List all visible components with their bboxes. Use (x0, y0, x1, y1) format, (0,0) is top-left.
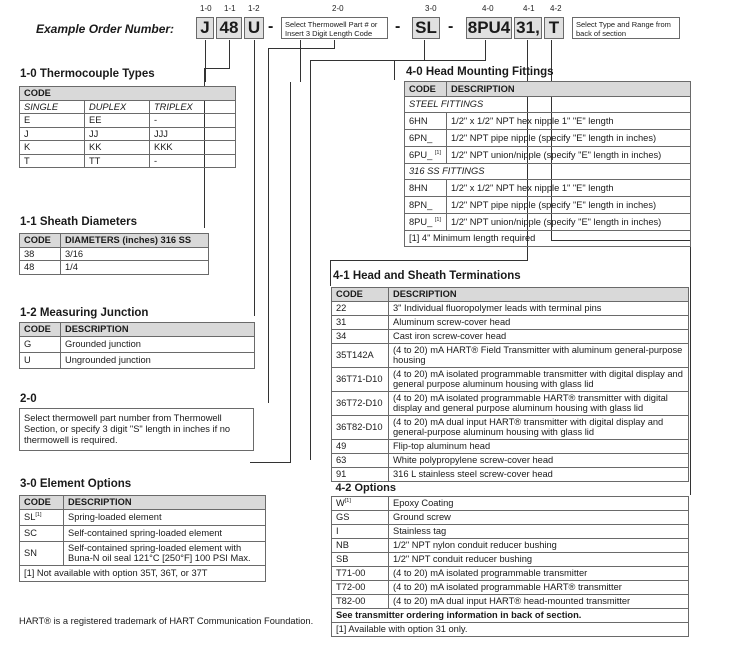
cell: 49 (332, 439, 389, 453)
cell: U (20, 352, 61, 368)
measuring-junction-table (19, 322, 255, 369)
cell: (4 to 20) mA dual input HART® transmitter with digital display and general-purpose aluminum housing with glass lid (389, 415, 689, 439)
table-row (20, 114, 236, 128)
table-row (332, 367, 689, 391)
table-row (332, 301, 689, 315)
col-header: DIAMETERS (inches) 316 SS (61, 234, 209, 248)
table-row (332, 329, 689, 343)
box-option: T (544, 17, 564, 39)
header-1-2: 1-2 (248, 4, 260, 13)
cell: EE (85, 114, 150, 128)
connector (310, 60, 311, 460)
cell: Self-contained spring-loaded element (64, 525, 266, 541)
connector (334, 40, 335, 49)
cell: 1/2" NPT pipe nipple (specify "E" length in inches) (447, 130, 691, 147)
head-mounting-fittings-table (404, 81, 691, 247)
code: SL (24, 511, 36, 522)
cell: Spring-loaded element (64, 509, 266, 525)
connector (485, 40, 486, 60)
table-row (332, 496, 689, 510)
col-header: SINGLE (20, 100, 85, 114)
cell: Self-contained spring-loaded element with Buna-N oil seal 121°C [250°F] 100 PSI Max. (64, 541, 266, 565)
cell: 1/2" NPT union/nipple (specify "E" length in inches) (447, 147, 691, 164)
cell: Flip-top aluminum head (389, 439, 689, 453)
cell: T82-00 (332, 594, 389, 608)
box-head-fitting: 8PU4 (467, 18, 511, 37)
table-row (20, 127, 236, 141)
table-row (20, 336, 255, 352)
cell: 6HN (405, 113, 447, 130)
transmitter-info-note: See transmitter ordering information in back of section. (332, 608, 689, 622)
table-row (332, 415, 689, 439)
connector (254, 40, 255, 316)
cell: 1/2" x 1/2" NPT hex nipple 1" "E" length (447, 180, 691, 197)
head-sheath-terminations-table (331, 287, 689, 637)
cell: 1/2" NPT nylon conduit reducer bushing (389, 538, 689, 552)
table-row (20, 247, 209, 261)
col-header: CODE (20, 234, 61, 248)
section-title-1-0: 1-0 Thermocouple Types (20, 68, 155, 80)
cell: KK (85, 141, 150, 155)
cell: E (20, 114, 85, 128)
connector (268, 48, 269, 403)
cell: 3" Individual fluoropolymer leads with terminal pins (389, 301, 689, 315)
cell: (4 to 20) mA isolated programmable transmitter with digital display and general purpose aluminum housing with glass lid (389, 367, 689, 391)
header-1-0: 1-0 (200, 4, 212, 13)
cell: 1/2" x 1/2" NPT hex nipple 1" "E" length (447, 113, 691, 130)
cell: (4 to 20) mA isolated programmable HART® transmitter (389, 580, 689, 594)
dash-1: - (268, 18, 274, 35)
cell: T (20, 154, 85, 168)
col-header: CODE (20, 496, 64, 510)
connector (290, 82, 291, 462)
table-row (332, 538, 689, 552)
cell: - (150, 154, 236, 168)
connector (424, 40, 425, 60)
cell: 35T142A (332, 343, 389, 367)
table-row (332, 510, 689, 524)
hart-trademark-note: HART® is a registered trademark of HART Communication Foundation. (19, 616, 314, 626)
cell: Ungrounded junction (61, 352, 255, 368)
connector (394, 60, 486, 61)
section-title-3-0: 3-0 Element Options (20, 478, 132, 490)
cell (405, 214, 447, 231)
box-select-thermowell: Select Thermowell Part # or Insert 3 Digit Length Code (281, 17, 388, 39)
table-row (332, 343, 689, 367)
table-row (20, 541, 266, 565)
footnote: [1] Not available with option 35T, 36T, or 37T (20, 565, 266, 581)
header-4-1: 4-1 (523, 4, 535, 13)
cell: KKK (150, 141, 236, 155)
footnote-mark: [1] (434, 216, 441, 223)
cell: (4 to 20) mA isolated programmable transmitter (389, 566, 689, 580)
cell: T71-00 (332, 566, 389, 580)
order-label: Example Order Number: (36, 22, 175, 36)
cell: JJ (85, 127, 150, 141)
cell: Epoxy Coating (389, 496, 689, 510)
cell: Cast iron screw-cover head (389, 329, 689, 343)
cell: 36T72-D10 (332, 391, 389, 415)
cell: GS (332, 510, 389, 524)
table-row (20, 509, 266, 525)
table-row (332, 439, 689, 453)
cell: Grounded junction (61, 336, 255, 352)
footnote-mark: [1] (344, 497, 351, 504)
table-row (405, 130, 691, 147)
header-2-0: 2-0 (332, 4, 344, 13)
cell: G (20, 336, 61, 352)
cell: 22 (332, 301, 389, 315)
col-header: CODE (332, 288, 389, 302)
cell: 6PN_ (405, 130, 447, 147)
connector (250, 462, 291, 463)
code: 6PU_ (409, 149, 433, 160)
box-sheath-diameter: 48 (216, 17, 242, 39)
box-select-type: Select Type and Range from back of section (572, 17, 680, 39)
col-header: DESCRIPTION (64, 496, 266, 510)
cell: 1/2" NPT union/nipple (specify "E" length in inches) (447, 214, 691, 231)
cell: 38 (20, 247, 61, 261)
cell: 1/2" NPT conduit reducer bushing (389, 552, 689, 566)
element-options-table (19, 495, 266, 582)
box-element-option: SL (412, 17, 440, 39)
connector (330, 260, 528, 261)
connector (268, 48, 334, 49)
table-row (332, 315, 689, 329)
table-row (20, 261, 209, 275)
code: 8PU_ (409, 216, 433, 227)
connector (330, 260, 331, 286)
table-row (405, 197, 691, 214)
connector (205, 40, 206, 82)
cell: 31 (332, 315, 389, 329)
cell: SC (20, 525, 64, 541)
table-row (20, 352, 255, 368)
cell: JJJ (150, 127, 236, 141)
table-row (332, 391, 689, 415)
footnote: [1] Available with option 31 only. (332, 622, 689, 636)
cell: (4 to 20) mA isolated programmable HART® transmitter with digital display and general purpose aluminum housing with glass lid (389, 391, 689, 415)
footnote-mark: [1] (35, 511, 42, 518)
cell: 8PN_ (405, 197, 447, 214)
cell: 316 L stainless steel screw-cover head (389, 467, 689, 481)
table-row (332, 453, 689, 467)
code: W (336, 497, 345, 508)
dash-2: - (395, 18, 401, 35)
table-row (20, 525, 266, 541)
col-header: TRIPLEX (150, 100, 236, 114)
cell: 36T71-D10 (332, 367, 389, 391)
section-title-4-1: 4-1 Head and Sheath Terminations (333, 270, 521, 282)
cell: - (150, 114, 236, 128)
cell: 1/2" NPT pipe nipple (specify "E" length in inches) (447, 197, 691, 214)
footnote: [1] 4" Minimum length required (405, 231, 691, 247)
cell (20, 509, 64, 525)
connector (394, 60, 395, 80)
cell: Stainless tag (389, 524, 689, 538)
thermocouple-types-table (19, 86, 236, 168)
table-row (405, 180, 691, 197)
cell: TT (85, 154, 150, 168)
cell: K (20, 141, 85, 155)
table-row (332, 566, 689, 580)
connector (229, 40, 230, 68)
col-header: CODE (405, 82, 447, 97)
col-header: CODE (20, 323, 61, 337)
cell: SN (20, 541, 64, 565)
header-1-1: 1-1 (224, 4, 236, 13)
group-label: STEEL FITTINGS (405, 97, 691, 113)
box-head-termination: 31, (514, 17, 542, 39)
table-row (405, 147, 691, 164)
cell (405, 147, 447, 164)
cell (332, 496, 389, 510)
code-header: CODE (20, 87, 236, 101)
cell: 36T82-D10 (332, 415, 389, 439)
cell: (4 to 20) mA dual input HART® head-mounted transmitter (389, 594, 689, 608)
header-4-0: 4-0 (482, 4, 494, 13)
section-title-4-0: 4-0 Head Mounting Fittings (406, 66, 554, 78)
col-header: DESCRIPTION (389, 288, 689, 302)
section-title-1-1: 1-1 Sheath Diameters (20, 216, 137, 228)
table-row (20, 141, 236, 155)
cell: Ground screw (389, 510, 689, 524)
sheath-diameters-table (19, 233, 209, 275)
cell: Aluminum screw-cover head (389, 315, 689, 329)
box-junction: U (244, 17, 264, 39)
group-label: 316 SS FITTINGS (405, 164, 691, 180)
cell: T72-00 (332, 580, 389, 594)
section-title-4-2: 4-2 Options (332, 481, 689, 496)
connector (204, 68, 230, 69)
table-row (332, 594, 689, 608)
table-row (332, 580, 689, 594)
cell: SB (332, 552, 389, 566)
table-row (332, 552, 689, 566)
table-row (20, 154, 236, 168)
header-4-2: 4-2 (550, 4, 562, 13)
cell: 8HN (405, 180, 447, 197)
table-row (332, 524, 689, 538)
thermowell-note-box: Select thermowell part number from Thermowell Section, or specify 3 digit "S" length in inches if no thermowell is required. (19, 408, 254, 451)
col-header: DESCRIPTION (447, 82, 691, 97)
cell: 1/4 (61, 261, 209, 275)
table-row (332, 467, 689, 481)
cell: 63 (332, 453, 389, 467)
cell: (4 to 20) mA HART® Field Transmitter with aluminum general-purpose housing (389, 343, 689, 367)
footnote-mark: [1] (434, 149, 441, 156)
col-header: DUPLEX (85, 100, 150, 114)
cell: 91 (332, 467, 389, 481)
cell: 3/16 (61, 247, 209, 261)
connector (300, 40, 301, 82)
col-header: DESCRIPTION (61, 323, 255, 337)
cell: 48 (20, 261, 61, 275)
cell: 34 (332, 329, 389, 343)
section-title-2-0: 2-0 (20, 393, 37, 405)
dash-3: - (448, 18, 454, 35)
box-thermocouple-type: J (196, 17, 214, 39)
cell: J (20, 127, 85, 141)
cell: White polypropylene screw-cover head (389, 453, 689, 467)
cell: I (332, 524, 389, 538)
table-row (405, 113, 691, 130)
section-title-1-2: 1-2 Measuring Junction (20, 307, 149, 319)
table-row (405, 214, 691, 231)
header-3-0: 3-0 (425, 4, 437, 13)
connector (690, 240, 691, 495)
cell: NB (332, 538, 389, 552)
